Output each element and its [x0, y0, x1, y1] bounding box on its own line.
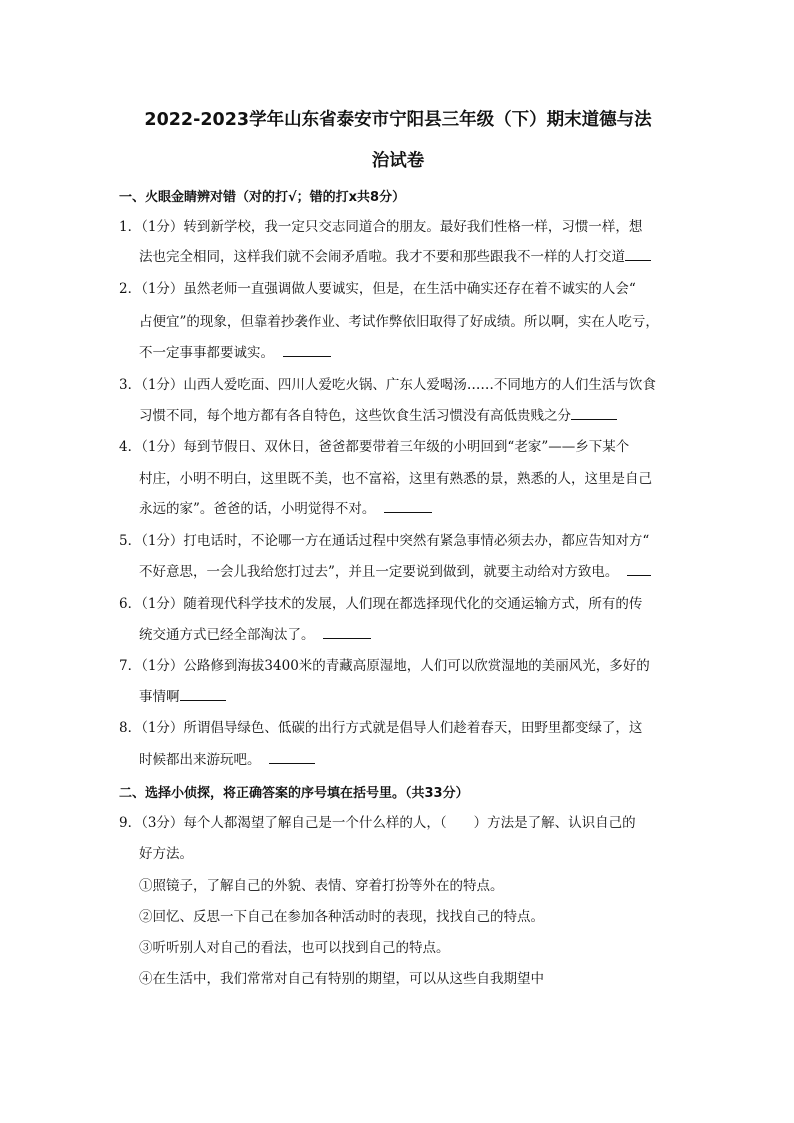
question-text: 占便宜”的现象，但靠着抄袭作业、考试作弊依旧取得了好成绩。所以啊，实在人吃亏，	[139, 314, 659, 330]
question-text: 统交通方式已经全部淘汰了。	[139, 627, 315, 643]
question-2	[119, 280, 636, 298]
question-4-cont	[139, 470, 652, 488]
section-heading-2: 二、选择小侦探，将正确答案的序号填在括号里。（共33分）	[119, 786, 469, 801]
question-5	[119, 532, 649, 550]
question-7-cont	[139, 688, 226, 706]
question-number: 2．	[119, 281, 142, 297]
question-1-cont	[139, 248, 651, 266]
question-text: （1分）打电话时，不论哪一方在通话过程中突然有紧急事情必须去办，都应告知对方“	[141, 533, 650, 549]
question-9	[119, 814, 636, 832]
question-number: 9．	[119, 815, 142, 831]
option-1: ①照镜子，了解自己的外貌、表情、穿着打扮等外在的特点。	[139, 878, 504, 894]
question-1	[119, 218, 642, 236]
answer-blank[interactable]	[627, 574, 651, 576]
question-text: 不好意思，一会儿我给您打过去”，并且一定要说到做到，就要主动给对方致电。	[139, 564, 619, 580]
question-4-cont	[139, 500, 432, 518]
answer-blank[interactable]	[384, 511, 432, 513]
question-text: 永远的家”。爸爸的话，小明觉得不对。	[139, 501, 376, 517]
exam-title-line1: 2022-2023学年山东省泰安市宁阳县三年级（下）期末道德与法	[144, 110, 652, 130]
question-text: （1分）所谓倡导绿色、低碳的出行方式就是倡导人们趁着春天，田野里都变绿了，这	[141, 720, 643, 736]
question-7	[119, 657, 650, 675]
question-number: 1．	[119, 219, 142, 235]
question-number: 5．	[119, 533, 142, 549]
question-text: （3分）每个人都渴望了解自己是一个什么样的人，（ ）方法是了解、认识自己的	[141, 815, 636, 831]
question-8-cont	[139, 751, 315, 769]
question-text: 村庄，小明不明白，这里既不美，也不富裕，这里有熟悉的景，熟悉的人，这里是自己	[139, 471, 652, 487]
answer-blank[interactable]	[625, 259, 651, 261]
question-text: （1分）公路修到海拔3400米的青藏高原湿地，人们可以欣赏湿地的美丽风光，多好的	[141, 658, 650, 674]
option-2: ②回忆、反思一下自己在参加各种活动时的表现，找找自己的特点。	[139, 909, 544, 925]
option-4: ④在生活中，我们常常对自己有特别的期望，可以从这些自我期望中	[139, 971, 544, 987]
question-number: 8．	[119, 720, 142, 736]
section-heading-1: 一、火眼金睛辨对错（对的打√；错的打x共8分）	[119, 190, 406, 205]
question-text: 不一定事事都要诚实。	[139, 345, 274, 361]
answer-blank[interactable]	[571, 418, 617, 420]
question-3	[119, 376, 656, 394]
question-text: （1分）山西人爱吃面、四川人爱吃火锅、广东人爱喝汤……不同地方的人们生活与饮食	[141, 377, 656, 393]
question-2-cont	[139, 313, 659, 331]
question-text: （1分）随着现代科学技术的发展，人们现在都选择现代化的交通运输方式，所有的传	[141, 596, 643, 612]
answer-blank[interactable]	[180, 699, 226, 701]
answer-blank[interactable]	[323, 637, 371, 639]
question-3-cont	[139, 407, 617, 425]
exam-title-line2: 治试卷	[371, 151, 425, 171]
answer-blank[interactable]	[269, 762, 315, 764]
question-number: 4．	[119, 439, 142, 455]
question-number: 6．	[119, 596, 142, 612]
question-text: （1分）转到新学校，我一定只交志同道合的朋友。最好我们性格一样，习惯一样，想	[141, 219, 643, 235]
question-2-cont	[139, 344, 331, 362]
question-text: 时候都出来游玩吧。	[139, 752, 261, 768]
question-number: 7．	[119, 658, 142, 674]
option-3: ③听听别人对自己的看法，也可以找到自己的特点。	[139, 940, 450, 956]
question-6	[119, 595, 642, 613]
question-text: 法也完全相同，这样我们就不会闹矛盾啦。我才不要和那些跟我不一样的人打交道	[139, 249, 625, 265]
question-9-cont	[139, 845, 193, 863]
answer-blank[interactable]	[283, 355, 331, 357]
question-text: 事情啊	[139, 689, 180, 705]
question-4	[119, 438, 629, 456]
question-5-cont	[139, 563, 651, 581]
question-text: 好方法。	[139, 846, 193, 862]
question-text: （1分）每到节假日、双休日，爸爸都要带着三年级的小明回到“老家”——乡下某个	[141, 439, 630, 455]
question-6-cont	[139, 626, 371, 644]
question-text: （1分）虽然老师一直强调做人要诚实，但是，在生活中确实还存在着不诚实的人会“	[141, 281, 636, 297]
question-8	[119, 719, 642, 737]
question-number: 3．	[119, 377, 142, 393]
question-text: 习惯不同，每个地方都有各自特色，这些饮食生活习惯没有高低贵贱之分	[139, 408, 571, 424]
